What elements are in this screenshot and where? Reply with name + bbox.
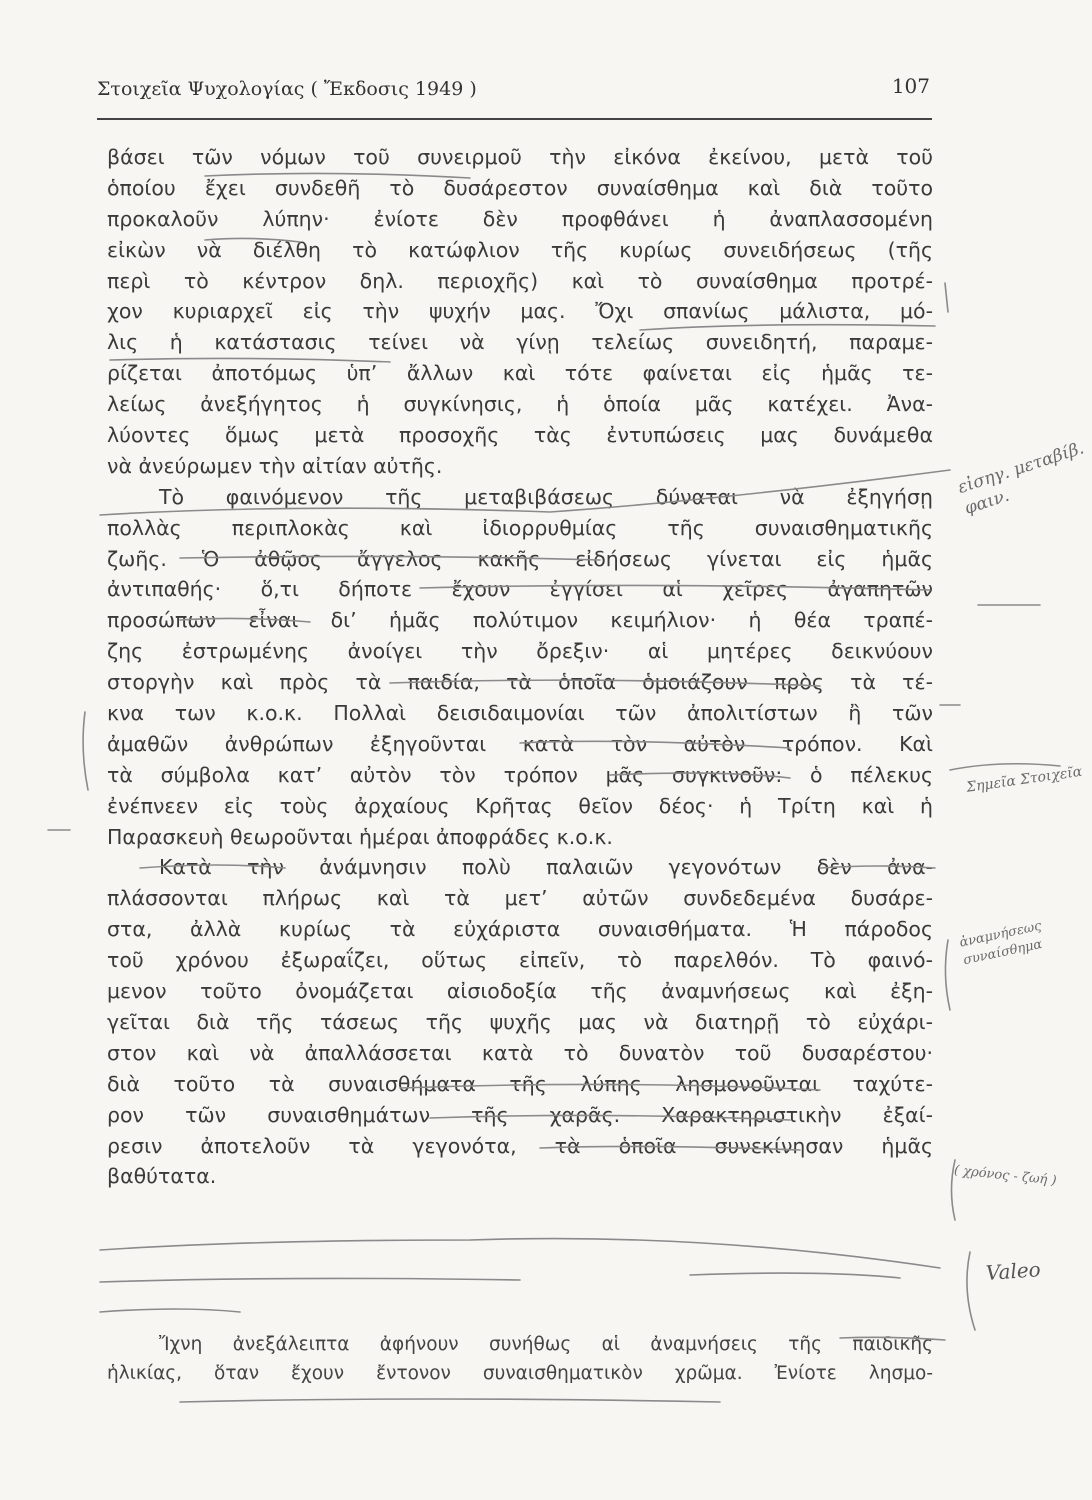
margin-note: Σημεῖα Στοιχεῖα (965, 763, 1084, 796)
text-line: ζης ἐστρωμένης ἀνοίγει τὴν ὄρεξιν· αἱ μητέρες δεικνύουν (107, 639, 933, 664)
text-line: πλάσσονται πλήρως καὶ τὰ μετ’ αὐτῶν συνδεδεμένα δυσάρε- (107, 886, 933, 911)
page-header (97, 74, 932, 120)
underline-mark (690, 1273, 900, 1278)
text-line: τὰ σύμβολα κατ’ αὐτὸν τὸν τρόπον μᾶς συγκινοῦν: ὁ πέλεκυς (107, 762, 933, 787)
text-line: μενον τοῦτο ὀνομάζεται αἰσιοδοξία τῆς ἀναμνήσεως καὶ ἐξη- (107, 979, 933, 1004)
text-line: ὁποίου ἔχει συνδεθῆ τὸ δυσάρεστον συναίσθημα καὶ διὰ τοῦτο (107, 175, 933, 200)
text-line: εἰκὼν νὰ διέλθη τὸ κατώφλιον τῆς κυρίως συνειδήσεως (τῆς (107, 237, 933, 262)
underline-mark (100, 1309, 240, 1312)
text-line: ἀμαθῶν ἀνθρώπων ἐξηγοῦνται κατὰ τὸν αὐτὸν τρόπον. Καὶ (107, 731, 933, 756)
text-line: ρον τῶν συναισθημάτων τῆς χαρᾶς. Χαρακτηριστικὴν ἐξαί- (107, 1102, 933, 1127)
text-line: Τὸ φαινόμενον τῆς μεταβιβάσεως δύναται νὰ ἐξηγήσῃ (159, 484, 933, 509)
text-line: λείως ἀνεξήγητος ἡ συγκίνησις, ἡ ὁποία μᾶς κατέχει. Ἀνα- (107, 392, 933, 417)
underline-mark (100, 1278, 520, 1282)
text-line: προκαλοῦν λύπην· ἐνίοτε δὲν προφθάνει ἡ ἀναπλασσομένη (107, 206, 933, 231)
text-line: ἐνέπνεεν εἰς τοὺς ἀρχαίους Κρῆτας θεῖον δέος· ἡ Τρίτη καὶ ἡ (107, 793, 933, 818)
text-line: περὶ τὸ κέντρον δηλ. περιοχῆς) καὶ τὸ συναίσθημα προτρέ- (107, 268, 933, 293)
margin-note: εἰσηγ. μεταβίβ. φαιν. (955, 438, 1087, 519)
text-line: στοργὴν καὶ πρὸς τὰ παιδία, τὰ ὁποῖα ὁμοιάζουν πρὸς τὰ τέ- (107, 670, 933, 695)
margin-note: ( χρόνος - ζωή ) (953, 1162, 1058, 1189)
text-line: λύοντες ὅμως μετὰ προσοχῆς τὰς ἐντυπώσεις μας δυνάμεθα (107, 423, 933, 448)
text-line: χον κυριαρχεῖ εἰς τὴν ψυχήν μας. Ὄχι σπανίως μάλιστα, μό- (107, 299, 933, 324)
margin-tick (945, 283, 948, 312)
margin-note: Valeo (985, 1257, 1042, 1285)
margin-bracket (945, 940, 950, 1010)
text-line: τοῦ χρόνου ἐξωραΐζει, οὕτως εἰπεῖν, τὸ παρελθόν. Τὸ φαινό- (107, 948, 933, 973)
text-line: γεῖται διὰ τῆς τάσεως τῆς ψυχῆς μας νὰ διατηρῇ τὸ εὐχάρι- (107, 1009, 933, 1034)
text-line: ἀντιπαθής· ὅ,τι δήποτε ἔχουν ἐγγίσει αἱ χεῖρες ἀγαπητῶν (107, 577, 933, 602)
text-line: κνα των κ.ο.κ. Πολλαὶ δεισιδαιμονίαι τῶν ἀπολιτίστων ἢ τῶν (107, 701, 933, 726)
footnote-text (107, 1330, 933, 1388)
running-title: Στοιχεῖα Ψυχολογίας ( Ἔκδοσις 1949 ) (97, 78, 477, 100)
text-line: βαθύτατα. (107, 1164, 217, 1189)
text-line: ρεσιν ἀποτελοῦν τὰ γεγονότα, τὰ ὁποῖα συνεκίνησαν ἡμᾶς (107, 1133, 933, 1158)
text-line: διὰ τοῦτο τὰ συναισθήματα τῆς λύπης λησμονοῦνται ταχύτε- (107, 1071, 933, 1096)
text-line: ἡλικίας, ὅταν ἔχουν ἔντονον συναισθηματικὸν χρῶμα. Ἐνίοτε λησμο- (107, 1363, 933, 1384)
text-line: στα, ἀλλὰ κυρίως τὰ εὐχάριστα συναισθήματα. Ἡ πάροδος (107, 917, 933, 942)
page-number: 107 (891, 74, 930, 98)
text-line: Ἴχνη ἀνεξάλειπτα ἀφήνουν συνήθως αἱ ἀναμνήσεις τῆς παιδικῆς (159, 1334, 933, 1355)
text-line: νὰ ἀνεύρωμεν τὴν αἰτίαν αὐτῆς. (107, 453, 443, 478)
text-line: προσώπων εἶναι δι’ ἡμᾶς πολύτιμον κειμήλιον· ἡ θέα τραπέ- (107, 608, 933, 633)
margin-bracket (967, 1252, 975, 1330)
text-line: λις ἡ κατάστασις τείνει νὰ γίνῃ τελείως συνειδητή, παραμε- (107, 330, 933, 355)
text-line: βάσει τῶν νόμων τοῦ συνειρμοῦ τὴν εἰκόνα ἐκείνου, μετὰ τοῦ (107, 145, 933, 169)
text-line: στον καὶ νὰ ἀπαλλάσσεται κατὰ τὸ δυνατὸν τοῦ δυσαρέστου· (107, 1040, 933, 1065)
underline-mark (180, 1399, 720, 1402)
margin-note: ἀναμνήσεως συναίσθημα (958, 918, 1044, 969)
text-line: ρίζεται ἀποτόμως ὑπ’ ἄλλων καὶ τότε φαίνεται εἰς ἡμᾶς τε- (107, 361, 933, 386)
text-line: Κατὰ τὴν ἀνάμνησιν πολὺ παλαιῶν γεγονότων δὲν ἀνα- (159, 855, 933, 880)
main-text (107, 142, 933, 1192)
text-line: πολλὰς περιπλοκὰς καὶ ἰδιορρυθμίας τῆς συναισθηματικῆς (107, 515, 933, 540)
margin-bracket (83, 712, 88, 790)
underline-mark (100, 1239, 940, 1268)
text-line: ζωῆς. Ὁ ἀθῷος ἄγγελος κακῆς εἰδήσεως γίνεται εἰς ἡμᾶς (107, 546, 933, 571)
text-line: Παρασκευὴ θεωροῦνται ἡμέραι ἀποφράδες κ.ο.κ. (107, 824, 613, 849)
